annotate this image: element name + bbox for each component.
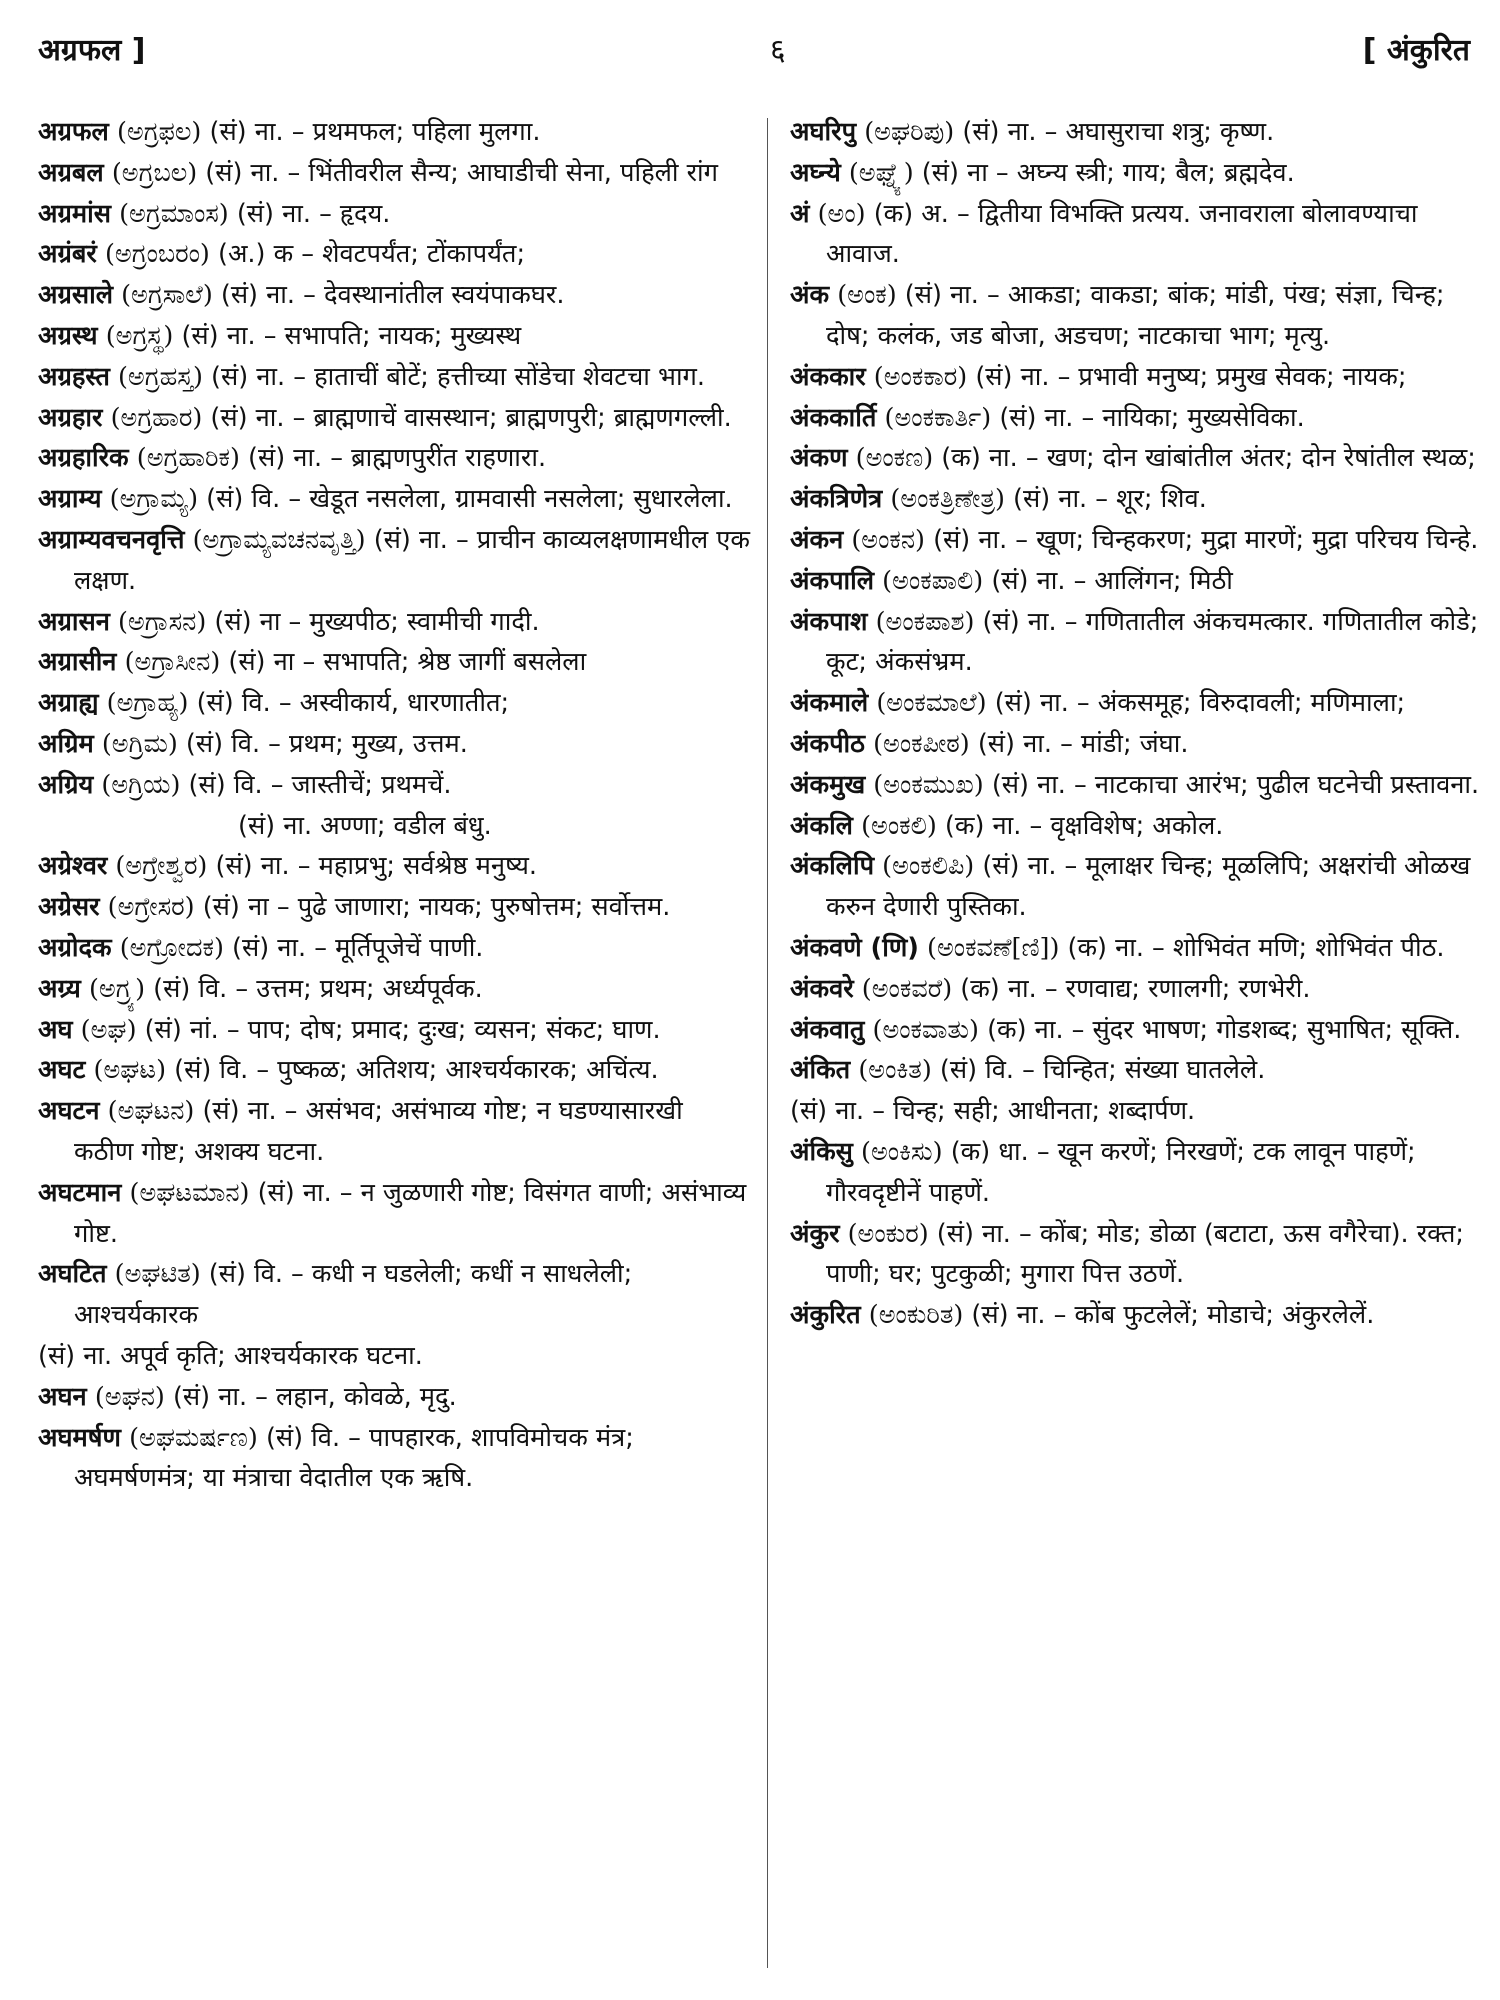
definition: (सं) ना. – अघासुराचा शत्रु; कृष्ण. (962, 117, 1275, 147)
headword: अंकलिपि (790, 851, 875, 882)
kannada-transliteration: (ಅಂಕವಣೆ[ಣಿ]) (927, 932, 1060, 963)
dictionary-entry (38, 112, 750, 153)
kannada-transliteration: (ಅಂಕಲಿಪಿ) (882, 851, 975, 882)
definition: (क) ना. – सुंदर भाषण; गोडशब्द; सुभाषित; सूक्ति. (987, 1014, 1462, 1045)
kannada-transliteration: (ಅಗ್ರಸ್ಥ) (105, 320, 174, 351)
headword: अघटित (38, 1259, 107, 1290)
headword: अंककार्ति (790, 402, 877, 433)
definition: (सं) ना. – नाटकाचा आरंभ; पुढील घटनेची प्रस्तावना. (991, 769, 1480, 800)
dictionary-entry (38, 234, 750, 275)
headword: अग्रासन (38, 606, 110, 637)
dictionary-entry (38, 724, 750, 765)
dictionary-entry (38, 683, 750, 724)
headword: अग्रिम (38, 728, 94, 759)
headword: अघमर्षण (38, 1422, 121, 1453)
definition: (सं) ना. – मूर्तिपूजेचें पाणी. (232, 932, 484, 963)
sub-entry: (सं) ना. – चिन्ह; सही; आधीनता; शब्दार्पण. (790, 1096, 1196, 1127)
definition: (सं) ना. – देवस्थानांतील स्वयंपाकघर. (220, 280, 565, 311)
kannada-transliteration: (ಅಗ್ರೋದಕ) (119, 932, 224, 963)
headword: अग्रेसर (38, 892, 100, 923)
dictionary-entry (790, 520, 1480, 561)
kannada-transliteration: (ಅಗ್ರೇಸರ) (107, 892, 195, 923)
definition: (क) ना. – वृक्षविशेष; अकोल. (944, 810, 1224, 841)
kannada-transliteration: (ಅಘನ) (94, 1381, 165, 1412)
headword: अंकुर (790, 1218, 840, 1249)
kannada-transliteration: (ಅಗ್ರಮಾಂಸ) (119, 198, 229, 229)
kannada-transliteration: (ಅಗ್ರಾಸೀನ) (124, 647, 221, 678)
headword: अग्रबल (38, 157, 104, 188)
headword: अंकपीठ (790, 728, 865, 759)
dictionary-entry (38, 1173, 750, 1255)
kannada-transliteration: (ಅಗ್ರಸಾಲೆ) (121, 280, 213, 311)
dictionary-entry (790, 683, 1480, 724)
kannada-transliteration: (ಅಂಕುರಿತ) (868, 1300, 964, 1331)
kannada-transliteration: (ಅಘ್ನ್ಯೆ) (848, 157, 914, 188)
kannada-transliteration: (ಅಂ) (817, 198, 866, 229)
kannada-transliteration: (ಅಗ್ರಹಸ್ತ) (117, 361, 203, 392)
definition: (सं) वि. – खेडूत नसलेला, ग्रामवासी नसलेला; सुधारलेला. (206, 484, 733, 515)
headword: अघटमान (38, 1177, 122, 1208)
right-guide-word: [ अंकुरित (1362, 33, 1470, 68)
headword: अग्रहस्त (38, 361, 110, 392)
kannada-transliteration: (ಅಗ್ರಹಾರಿಕ) (136, 443, 240, 474)
definition: (सं) वि. – जास्तीचें; प्रथमचें. (188, 769, 452, 800)
kannada-transliteration: (ಅಂಕವರೆ) (861, 973, 953, 1004)
definition: (सं) ना. – मूलाक्षर चिन्ह; मूळलिपि; अक्षरांची ओळख करुन देणारी पुस्तिका. (826, 851, 1471, 923)
dictionary-entry (38, 928, 750, 969)
kannada-transliteration: (ಅಂಕನ) (851, 524, 925, 555)
dictionary-entry (38, 1254, 750, 1336)
headword: अग्रमांस (38, 198, 111, 229)
headword: अग्रंबरं (38, 239, 97, 270)
headword: अंकमाले (790, 688, 869, 719)
headword: अंकत्रिणेत्र (790, 484, 883, 515)
definition: (सं) ना – अघ्न्य स्त्री; गाय; बैल; ब्रह्मदेव. (921, 157, 1295, 188)
dictionary-entry (38, 1010, 750, 1051)
dictionary-entry (790, 398, 1480, 439)
headword: अंकमुख (790, 769, 866, 800)
kannada-transliteration: (ಅಂಕ) (837, 280, 897, 311)
headword: अंकपालि (790, 565, 875, 596)
headword: अंकवातु (790, 1014, 865, 1045)
kannada-transliteration: (ಅಂಕಪೀಠ) (873, 728, 970, 759)
definition: (क) धा. – खून करणें; निरखणें; टक लावून पाहणें; गौरवदृष्टीनें पाहणें. (826, 1136, 1416, 1208)
dictionary-entry (38, 846, 750, 887)
headword: अग्रिय (38, 769, 94, 800)
definition: (सं) वि. – अस्वीकार्य, धारणातीत; (196, 688, 510, 719)
dictionary-entry (790, 275, 1480, 357)
kannada-transliteration: (ಅಂಕತ್ರಿಣೇತ್ರ) (890, 484, 1005, 515)
definition: (सं) नां. – पाप; दोष; प्रमाद; दुःख; व्यसन; संकट; घाण. (144, 1014, 661, 1045)
headword: अग्र्य (38, 973, 81, 1004)
dictionary-entry (38, 438, 750, 479)
headword: अग्रसाले (38, 280, 113, 311)
left-guide-word: अग्रफल ] (38, 33, 146, 68)
dictionary-entry (38, 479, 750, 520)
headword: अग्राम्यवचनवृत्ति (38, 524, 185, 555)
kannada-transliteration: (ಅಗ್ರಬಲ) (111, 157, 198, 188)
headword: अग्रस्थ (38, 320, 98, 351)
kannada-transliteration: (ಅಘಟಿತ) (114, 1259, 201, 1290)
dictionary-entry (790, 724, 1480, 765)
kannada-transliteration: (ಅಗ್ರಫಲ) (116, 117, 202, 147)
definition: (सं) ना. – आकडा; वाकडा; बांक; मांडी, पंख; संज्ञा, चिन्ह; दोष; कलंक, जड बोजा, अडचण; नाटकाचा भाग; मृत्यु. (826, 280, 1445, 351)
definition: (सं) वि. – चिन्हित; संख्या घातलेले. (939, 1055, 1266, 1086)
dictionary-entry (790, 153, 1480, 194)
dictionary-entry (790, 112, 1480, 153)
definition: (सं) ना. – आलिंगन; मिठी (991, 565, 1233, 596)
dictionary-entry (790, 969, 1480, 1010)
definition: (सं) ना. – महाप्रभु; सर्वश्रेष्ठ मनुष्य. (215, 851, 538, 882)
definition: (क) ना. – शोभिवंत मणि; शोभिवंत पीठ. (1067, 932, 1445, 963)
headword: अग्रोदक (38, 932, 112, 963)
definition: (सं) ना. – अंकसमूह; विरुदावली; मणिमाला; (994, 688, 1406, 719)
definition: (क) ना. – रणवाद्य; रणालगी; रणभेरी. (960, 973, 1311, 1004)
kannada-transliteration: (ಅಗ್ರೇಶ್ವರ) (115, 851, 208, 882)
headword: अग्रहारिक (38, 443, 129, 474)
headword: अंकलि (790, 810, 853, 841)
dictionary-entry (790, 1132, 1480, 1214)
definition: (सं) ना. – ब्राह्मणपुरींत राहणारा. (248, 443, 547, 474)
headword: अघन (38, 1381, 87, 1412)
kannada-transliteration: (ಅಂಕಲಿ) (861, 810, 937, 841)
definition: (सं) ना. – शूर; शिव. (1013, 484, 1207, 515)
dictionary-entry (38, 194, 750, 235)
dictionary-entry (790, 479, 1480, 520)
headword: अघ्न्ये (790, 157, 841, 188)
kannada-transliteration: (ಅಂಕಣ) (855, 443, 934, 474)
headword: अंकवणे (णि) (790, 932, 919, 963)
headword: अंक (790, 280, 830, 311)
sub-entry: (सं) ना. अपूर्व कृति; आश्चर्यकारक घटना. (38, 1340, 423, 1371)
kannada-transliteration: (ಅಗ್ರಾಮ್ಯ) (109, 484, 199, 515)
dictionary-entry (790, 438, 1480, 479)
dictionary-entry (790, 561, 1480, 602)
kannada-transliteration: (ಅಂಕಿತ) (858, 1055, 932, 1086)
definition: (सं) ना. – सभापति; नायक; मुख्यस्थ (181, 320, 522, 351)
kannada-transliteration: (ಅಂಕಪಾಶ) (875, 606, 975, 637)
dictionary-entry (790, 1214, 1480, 1296)
sub-entry: (सं) ना. अण्णा; वडील बंधु. (238, 810, 492, 841)
dictionary-entry (38, 398, 750, 439)
definition: (सं) वि. – प्रथम; मुख्य, उत्तम. (185, 728, 468, 759)
definition: (सं) ना. – न जुळणारी गोष्ट; विसंगत वाणी; असंभाव्य गोष्ट. (74, 1177, 747, 1249)
headword: अंककार (790, 361, 866, 392)
kannada-transliteration: (ಅಘಮರ್ಷಣ) (129, 1422, 258, 1453)
kannada-transliteration: (ಅಘರಿಪು) (864, 117, 955, 147)
dictionary-entry (38, 1377, 750, 1418)
dictionary-entry (790, 194, 1480, 276)
definition: (सं) ना. – प्रभावी मनुष्य; प्रमुख सेवक; नायक; (975, 361, 1407, 392)
headword: अघटन (38, 1096, 100, 1127)
dictionary-entry (38, 887, 750, 928)
headword: अघट (38, 1055, 86, 1086)
dictionary-entry (38, 275, 750, 316)
dictionary-entry (790, 928, 1480, 969)
definition: (सं) ना. – मांडी; जंघा. (977, 728, 1189, 759)
headword: अघरिपु (790, 117, 857, 147)
definition: (सं) ना. – नायिका; मुख्यसेविका. (999, 402, 1305, 433)
headword: अंकित (790, 1055, 851, 1086)
definition: (सं) वि. – पुष्कळ; अतिशय; आश्चर्यकारक; अचिंत्य. (174, 1055, 659, 1086)
dictionary-entry (38, 1050, 750, 1091)
dictionary-entry (790, 602, 1480, 684)
definition: (सं) ना. – असंभव; असंभाव्य गोष्ट; न घडण्यासारखी कठीण गोष्ट; अशक्य घटना. (74, 1096, 683, 1167)
definition: (सं) ना. – प्रथमफल; पहिला मुलगा. (209, 117, 541, 147)
dictionary-entry (38, 357, 750, 398)
headword: अग्रासीन (38, 647, 117, 678)
dictionary-entry (790, 1010, 1480, 1051)
dictionary-entry (790, 1050, 1480, 1091)
definition: (सं) ना – पुढे जाणारा; नायक; पुरुषोत्तम; सर्वोत्तम. (202, 892, 671, 923)
definition: (सं) ना. – हाताचीं बोटें; हत्तीच्या सोंडेचा शेवटचा भाग. (211, 361, 706, 392)
kannada-transliteration: (ಅಗ್ರಿಮ) (101, 728, 178, 759)
kannada-transliteration: (ಅಘ) (80, 1014, 137, 1045)
dictionary-entry (38, 153, 750, 194)
dictionary-entry (790, 1295, 1480, 1336)
headword: अघ (38, 1014, 73, 1045)
dictionary-entry (790, 357, 1480, 398)
definition: (सं) ना. – गणितातील अंकचमत्कार. गणितातील कोडे; कूट; अंकसंभ्रम. (826, 606, 1479, 678)
headword: अंकपाश (790, 606, 868, 637)
dictionary-entry (38, 969, 750, 1010)
headword: अग्रफल (38, 117, 109, 147)
definition: (सं) वि. – उत्तम; प्रथम; अर्ध्यपूर्वक. (153, 973, 483, 1004)
right-column (790, 112, 1480, 1336)
definition: (सं) ना. – कोंब; मोड; डोळा (बटाटा, ऊस वगैरेचा). रक्त; पाणी; घर; पुटकुळी; मुगारा पित्त उठणें. (826, 1218, 1464, 1290)
definition: (सं) ना. – भिंतीवरील सैन्य; आघाडीची सेना, पहिली रांग (205, 157, 718, 188)
headword: अग्रहार (38, 402, 103, 433)
definition: (क) ना. – खण; दोन खांबांतील अंतर; दोन रेषांतील स्थळ; (941, 443, 1476, 474)
kannada-transliteration: (ಅಂಕುರ) (847, 1218, 929, 1249)
dictionary-entry (38, 1091, 750, 1173)
kannada-transliteration: (ಅಘಟಮಾನ) (129, 1177, 250, 1208)
dictionary-entry (38, 1418, 750, 1500)
page-header (30, 28, 1470, 88)
kannada-transliteration: (ಅಗ್ರಾಸನ) (117, 606, 207, 637)
definition: (सं) ना. – प्राचीन काव्यलक्षणामधील एक लक्षण. (74, 524, 750, 596)
kannada-transliteration: (ಅಗ್ರಾಮ್ಯವಚನವೃತ್ತಿ) (192, 524, 366, 555)
kannada-transliteration: (ಅಗ್ರ್ಯ) (88, 973, 146, 1004)
page-number: ६ (770, 33, 786, 68)
headword: अंकण (790, 443, 848, 474)
definition: (सं) वि. – पापहारक, शापविमोचक मंत्र; अघमर्षणमंत्र; या मंत्राचा वेदातील एक ऋषि. (74, 1422, 634, 1494)
headword: अग्रेश्वर (38, 851, 108, 882)
kannada-transliteration: (ಅಘಟ) (93, 1055, 167, 1086)
headword: अंकुरित (790, 1300, 861, 1331)
kannada-transliteration: (ಅಂಕಿಸು) (861, 1136, 943, 1167)
dictionary-entry (38, 602, 750, 643)
dictionary-entry (38, 316, 750, 357)
dictionary-entry (38, 765, 750, 806)
kannada-transliteration: (ಅಂಕಕಾರ) (873, 361, 968, 392)
kannada-transliteration: (ಅಂಕವಾತು) (872, 1014, 979, 1045)
kannada-transliteration: (ಅಘಟನ) (107, 1096, 195, 1127)
kannada-transliteration: (ಅಂಕಮಾಲೆ) (876, 688, 987, 719)
kannada-transliteration: (ಅಗ್ರಂಬರಂ) (104, 239, 210, 270)
headword: अग्राम्य (38, 484, 102, 515)
definition: (सं) ना – सभापति; श्रेष्ठ जागीं बसलेला (228, 647, 587, 678)
dictionary-entry (790, 765, 1480, 806)
dictionary-entry (790, 806, 1480, 847)
dictionary-entry (38, 642, 750, 683)
dictionary-entry (790, 846, 1480, 928)
dictionary-entry (38, 520, 750, 602)
kannada-transliteration: (ಅಗ್ರಿಯ) (101, 769, 181, 800)
definition: (सं) वि. – कधी न घडलेली; कधीं न साधलेली; आश्चर्यकारक (74, 1259, 633, 1331)
definition: (क) अ. – द्वितीया विभक्ति प्रत्यय. जनावराला बोलावण्याचा आवाज. (826, 198, 1418, 270)
definition: (सं) ना – मुख्यपीठ; स्वामीची गादी. (214, 606, 540, 637)
column-divider (767, 118, 768, 1968)
headword: अग्राह्य (38, 688, 99, 719)
headword: अं (790, 198, 810, 229)
kannada-transliteration: (ಅಗ್ರಾಹ್ಯ) (106, 688, 189, 719)
definition: (सं) ना. – लहान, कोवळे, मृदु. (172, 1381, 457, 1412)
kannada-transliteration: (ಅಗ್ರಹಾರ) (110, 402, 203, 433)
left-column (38, 112, 750, 1499)
kannada-transliteration: (ಅಂಕಪಾಲಿ) (882, 565, 984, 596)
headword: अंकिसु (790, 1136, 853, 1167)
headword: अंकन (790, 524, 844, 555)
definition: (सं) ना. – कोंब फुटलेलें; मोडाचे; अंकुरलेलें. (971, 1300, 1375, 1331)
kannada-transliteration: (ಅಂಕಕಾರ್ತಿ) (884, 402, 992, 433)
definition: (अ.) क – शेवटपर्यंत; टोंकापर्यंत; (218, 239, 526, 270)
definition: (सं) ना. – हृदय. (236, 198, 391, 229)
definition: (सं) ना. – ब्राह्मणाचें वासस्थान; ब्राह्मणपुरी; ब्राह्मणगल्ली. (210, 402, 732, 433)
headword: अंकवरे (790, 973, 854, 1004)
kannada-transliteration: (ಅಂಕಮುಖ) (873, 769, 984, 800)
definition: (सं) ना. – खूण; चिन्हकरण; मुद्रा मारणें; मुद्रा परिचय चिन्हे. (933, 524, 1479, 555)
